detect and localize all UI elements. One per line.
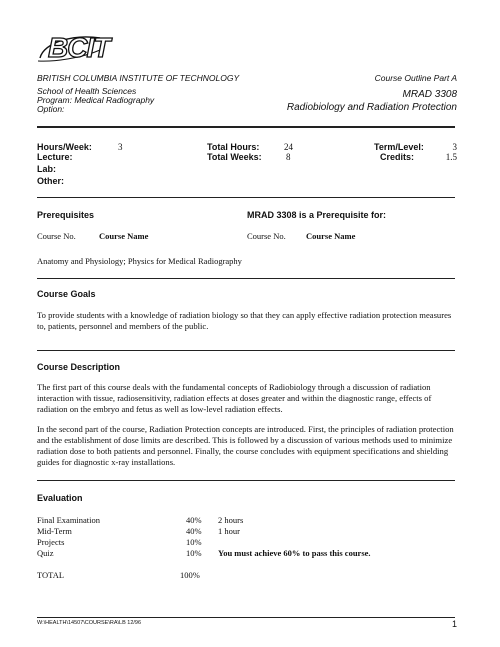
lab-label: Lab: [37, 164, 56, 174]
description-para-2: In the second part of the course, Radiation Protection concepts are introduced. First, the principles of radiation protection and the establishment of dose limits are described. This is followed by a discussion of various methods used to minimize radiation dose to both patients and personnel. Finally, the course concludes with equipment specifications and shielding guides for diagnostic x-ray installations. [37, 424, 454, 467]
eval-weight: 40% [186, 515, 202, 525]
program-name: Program: Medical Radiography [37, 95, 155, 105]
term-level-label: Term/Level: [374, 142, 424, 152]
eval-weight: 10% [186, 537, 202, 547]
description-heading: Course Description [37, 362, 121, 372]
prereq-for-course-name-header: Course Name [306, 231, 356, 241]
description-para-1: The first part of this course deals with the fundamental concepts of Radiobiology through a discussion of radiation interaction with tissue, radiosensitivity, radiation effects at doses greater and within the diagnostic range, effects of radiation on the embryo and fetus as well as low-level radiation effects. [37, 382, 432, 414]
hours-week-label: Hours/Week: [37, 142, 92, 152]
prereq-course-name-header: Course Name [99, 231, 149, 241]
outline-label: Course Outline Part A [374, 73, 457, 83]
eval-note: 1 hour [218, 526, 240, 536]
divider [37, 197, 455, 198]
total-hours-label: Total Hours: [207, 142, 260, 152]
eval-weight: 10% [186, 548, 202, 558]
divider [37, 350, 455, 351]
prerequisites-heading: Prerequisites [37, 210, 95, 220]
goals-text: To provide students with a knowledge of radiation biology so that they can apply effective radiation protection measures to, patients, personnel and members of the public. [37, 310, 452, 331]
credits-label: Credits: [380, 152, 415, 162]
eval-item: Quiz [37, 548, 54, 558]
hours-week-value: 3 [118, 142, 123, 152]
option-label: Option: [37, 104, 65, 114]
prereq-for-heading: MRAD 3308 is a Prerequisite for: [247, 210, 387, 220]
divider [37, 126, 455, 128]
prereq-for-course-no-header: Course No. [247, 231, 286, 241]
bcit-logo [34, 28, 110, 66]
institute-name: BRITISH COLUMBIA INSTITUTE OF TECHNOLOGY [37, 73, 240, 83]
eval-item: Final Examination [37, 515, 101, 525]
eval-item: Projects [37, 537, 65, 547]
eval-item: Mid-Term [37, 526, 72, 536]
school-name: School of Health Sciences [37, 86, 137, 96]
total-weeks-value: 8 [286, 152, 291, 162]
footer-divider [37, 617, 455, 618]
credits-value: 1.5 [445, 152, 457, 162]
lecture-label: Lecture: [37, 152, 73, 162]
eval-note: 2 hours [218, 515, 244, 525]
other-label: Other: [37, 176, 64, 186]
divider [37, 480, 455, 481]
total-hours-value: 24 [284, 142, 293, 152]
prereq-listing: Anatomy and Physiology; Physics for Medical Radiography [37, 256, 242, 266]
page-number: 1 [451, 619, 457, 629]
eval-total-label: TOTAL [37, 570, 65, 580]
eval-total-value: 100% [180, 570, 200, 580]
eval-weight: 40% [186, 526, 202, 536]
divider [37, 278, 455, 279]
footer-path: W:\HEALTH\14507\COURSE\RA\LB 12/96 [37, 620, 142, 626]
goals-heading: Course Goals [37, 289, 96, 299]
logo-text: BCIT [48, 32, 110, 63]
evaluation-heading: Evaluation [37, 493, 83, 503]
course-code: MRAD 3308 [402, 89, 457, 100]
eval-note: You must achieve 60% to pass this course. [218, 548, 371, 558]
prereq-course-no-header: Course No. [37, 231, 76, 241]
total-weeks-label: Total Weeks: [207, 152, 262, 162]
term-level-value: 3 [452, 142, 457, 152]
course-title: Radiobiology and Radiation Protection [286, 102, 457, 113]
